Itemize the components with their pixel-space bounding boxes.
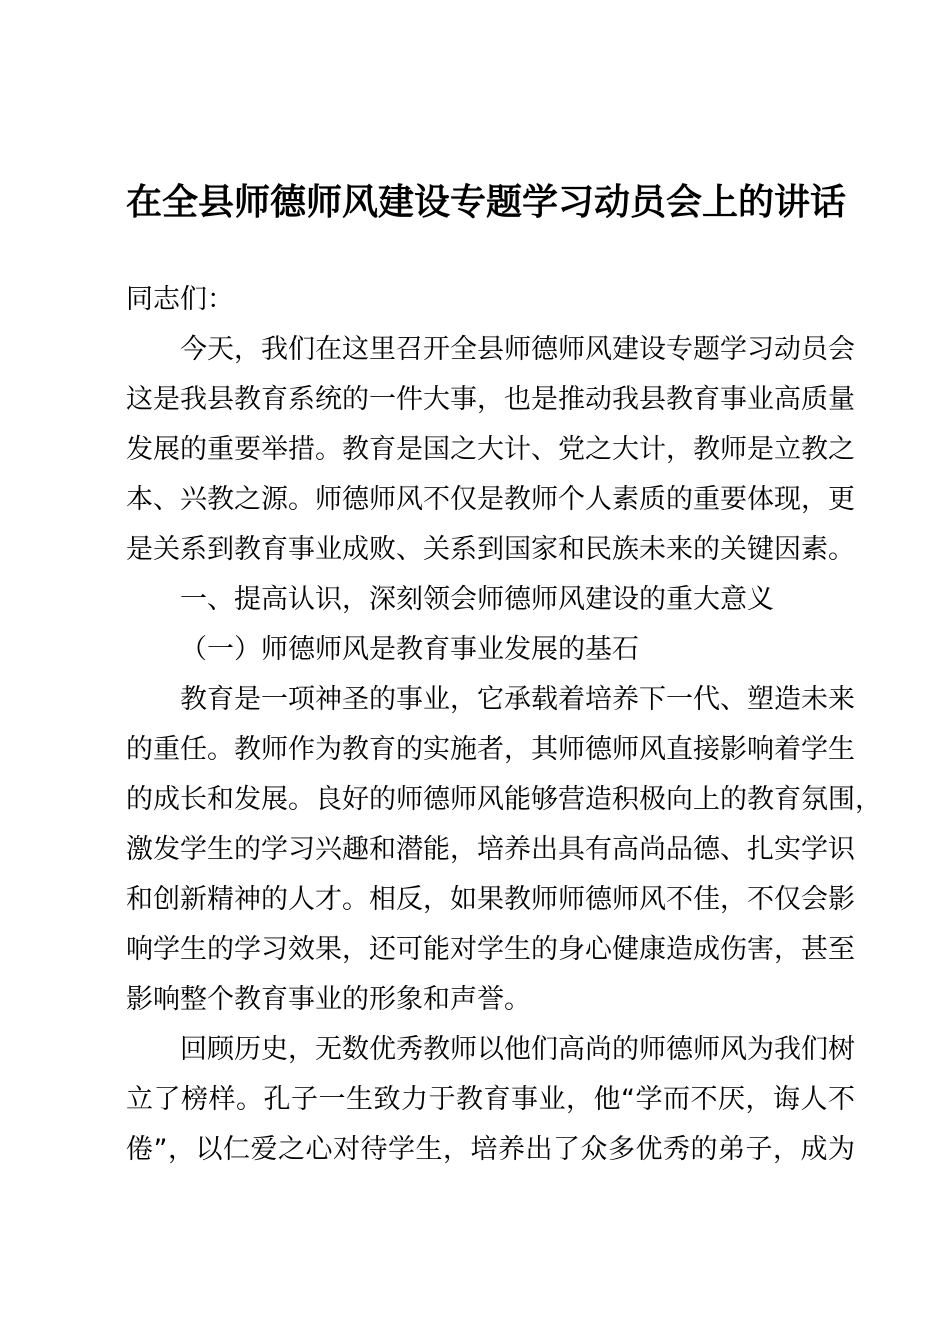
- paragraph: [126, 325, 855, 575]
- text-line: 是关系到教育事业成败、关系到国家和民族未来的关键因素。: [126, 534, 855, 565]
- text-line: 回顾历史，无数优秀教师以他们高尚的师德师风为我们树: [180, 1034, 855, 1065]
- paragraph: [126, 675, 882, 1025]
- text-line: 和创新精神的人才。相反，如果教师师德师风不佳，不仅会影: [126, 884, 855, 915]
- text-line: （一）师德师风是教育事业发展的基石: [180, 634, 639, 665]
- text-line: 同志们：: [126, 284, 234, 315]
- salutation: [126, 275, 855, 325]
- text-line: 的成长和发展。良好的师德师风能够营造积极向上的教育氛围，: [126, 784, 882, 815]
- text-line: 立了榜样。孔子一生致力于教育事业，他“学而不厌，诲人不: [126, 1084, 855, 1115]
- paragraph: [126, 1025, 855, 1175]
- text-line: 这是我县教育系统的一件大事，也是推动我县教育事业高质量: [126, 384, 855, 415]
- text-line: 一、提高认识，深刻领会师德师风建设的重大意义: [180, 584, 774, 615]
- sub-heading: [126, 625, 855, 675]
- text-line: 影响整个教育事业的形象和声誉。: [126, 984, 531, 1015]
- text-line: 本、兴教之源。师德师风不仅是教师个人素质的重要体现，更: [126, 484, 855, 515]
- text-line: 发展的重要举措。教育是国之大计、党之大计，教师是立教之: [126, 434, 855, 465]
- text-line: 教育是一项神圣的事业，它承载着培养下一代、塑造未来: [180, 684, 855, 715]
- document-content: [126, 0, 882, 1175]
- text-line: 的重任。教师作为教育的实施者，其师德师风直接影响着学生: [126, 734, 855, 765]
- text-line: 倦”，以仁爱之心对待学生，培养出了众多优秀的弟子，成为: [126, 1134, 855, 1165]
- text-line: 激发学生的学习兴趣和潜能，培养出具有高尚品德、扎实学识: [126, 834, 855, 865]
- text-line: 今天，我们在这里召开全县师德师风建设专题学习动员会: [180, 334, 855, 365]
- document-body: [126, 275, 882, 1175]
- text-line: 响学生的学习效果，还可能对学生的身心健康造成伤害，甚至: [126, 934, 855, 965]
- section-heading: [126, 575, 855, 625]
- document-title: 在全县师德师风建设专题学习动员会上的讲话: [126, 182, 847, 223]
